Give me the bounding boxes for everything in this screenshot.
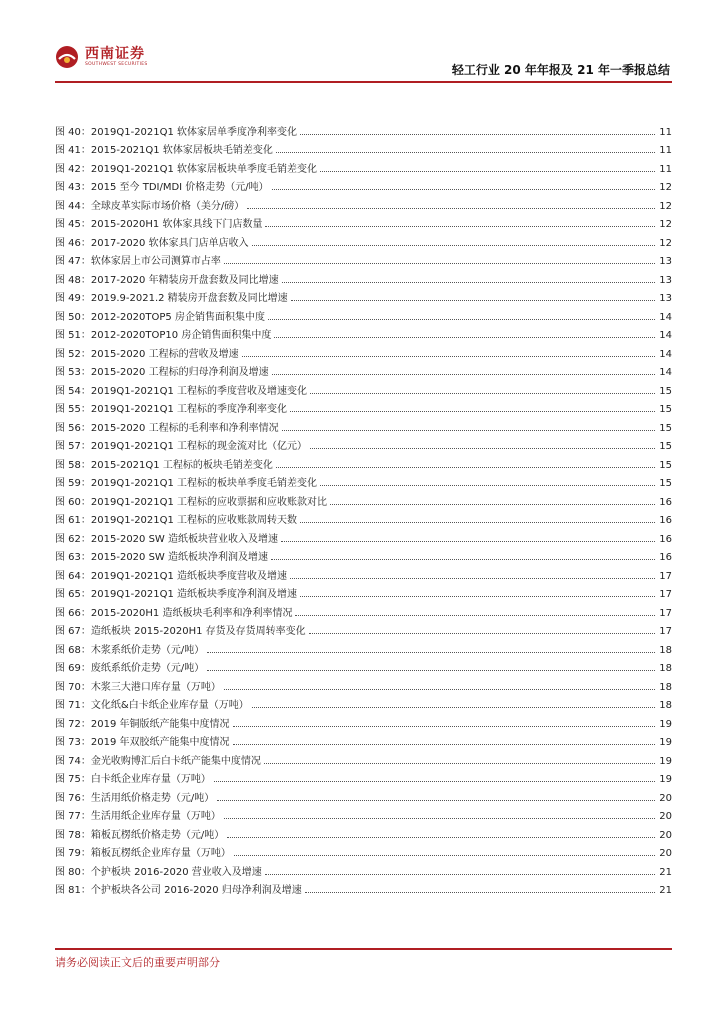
toc-leader-dots — [233, 726, 655, 727]
toc-leader-dots — [272, 189, 655, 190]
toc-entry-label: 图 46：2017-2020 软体家具门店单店收入 — [55, 237, 249, 249]
toc-entry[interactable] — [55, 563, 672, 582]
toc-entry-label: 图 52：2015-2020 工程标的营收及增速 — [55, 348, 239, 360]
toc-entry[interactable] — [55, 730, 672, 749]
toc-entry-label: 图 72：2019 年铜版纸产能集中度情况 — [55, 718, 230, 730]
toc-entry-page-number: 17 — [659, 570, 672, 582]
toc-entry[interactable] — [55, 119, 672, 138]
toc-entry-page-number: 15 — [659, 422, 672, 434]
toc-entry[interactable] — [55, 693, 672, 712]
toc-entry-page-number: 20 — [659, 848, 672, 859]
toc-entry-page-number: 13 — [659, 293, 672, 304]
toc-entry-label: 图 54：2019Q1-2021Q1 工程标的季度营收及增速变化 — [55, 385, 308, 397]
toc-entry-page-number: 19 — [659, 737, 672, 748]
toc-entry[interactable] — [55, 360, 672, 379]
toc-entry-page-number: 14 — [659, 367, 672, 378]
toc-leader-dots — [265, 226, 655, 227]
toc-entry-label: 图 73：2019 年双胶纸产能集中度情况 — [55, 737, 230, 748]
toc-leader-dots — [320, 171, 655, 172]
toc-entry[interactable] — [55, 267, 672, 286]
toc-entry-page-number: 18 — [659, 681, 672, 693]
toc-entry[interactable] — [55, 619, 672, 638]
toc-entry[interactable] — [55, 434, 672, 453]
toc-entry-label: 图 62：2015-2020 SW 造纸板块营业收入及增速 — [55, 533, 279, 545]
toc-leader-dots — [274, 337, 655, 338]
toc-entry-page-number: 20 — [659, 811, 672, 822]
toc-entry-label: 图 68：木浆系纸价走势（元/吨） — [55, 644, 205, 656]
toc-leader-dots — [224, 689, 655, 690]
toc-entry[interactable] — [55, 711, 672, 730]
toc-leader-dots — [252, 707, 655, 708]
toc-entry-page-number: 21 — [659, 866, 672, 878]
southwest-securities-logo-icon — [55, 45, 79, 69]
toc-entry-page-number: 15 — [659, 441, 672, 452]
toc-leader-dots — [320, 485, 655, 486]
toc-entry-label: 图 40：2019Q1-2021Q1 软体家居单季度净利率变化 — [55, 126, 298, 138]
toc-entry[interactable] — [55, 471, 672, 490]
toc-entry-page-number: 16 — [659, 496, 672, 508]
header-divider — [55, 81, 672, 83]
toc-entry-page-number: 17 — [659, 607, 672, 619]
toc-entry-label: 图 43：2015 至今 TDI/MDI 价格走势（元/吨） — [55, 182, 269, 193]
toc-entry[interactable] — [55, 600, 672, 619]
toc-entry-label: 图 41：2015-2021Q1 软体家居板块毛销差变化 — [55, 145, 273, 156]
toc-entry-page-number: 19 — [659, 718, 672, 730]
toc-leader-dots — [217, 800, 655, 801]
toc-entry-label: 图 76：生活用纸价格走势（元/吨） — [55, 792, 215, 804]
toc-entry-page-number: 15 — [659, 478, 672, 489]
toc-entry[interactable] — [55, 545, 672, 564]
toc-leader-dots — [300, 134, 655, 135]
toc-entry[interactable] — [55, 378, 672, 397]
toc-entry-page-number: 20 — [659, 829, 672, 841]
toc-leader-dots — [276, 152, 655, 153]
toc-entry-page-number: 11 — [659, 145, 672, 156]
toc-entry-page-number: 11 — [659, 126, 672, 138]
toc-leader-dots — [234, 855, 655, 856]
toc-entry[interactable] — [55, 822, 672, 841]
toc-leader-dots — [290, 578, 655, 579]
toc-entry-page-number: 18 — [659, 700, 672, 711]
toc-leader-dots — [268, 319, 655, 320]
logo-chinese-name: 西南证券 — [85, 45, 145, 62]
toc-entry-page-number: 14 — [659, 330, 672, 341]
toc-entry[interactable] — [55, 323, 672, 342]
toc-leader-dots — [224, 263, 655, 264]
toc-entry-label: 图 69：废纸系纸价走势（元/吨） — [55, 663, 205, 674]
toc-entry-page-number: 15 — [659, 459, 672, 471]
toc-leader-dots — [310, 448, 655, 449]
toc-entry-page-number: 16 — [659, 552, 672, 563]
toc-leader-dots — [290, 411, 655, 412]
figure-list — [55, 119, 672, 896]
toc-leader-dots — [247, 208, 655, 209]
toc-entry-label: 图 56：2015-2020 工程标的毛利率和净利率情况 — [55, 422, 279, 434]
toc-leader-dots — [282, 430, 655, 431]
toc-entry[interactable] — [55, 341, 672, 360]
toc-entry-page-number: 16 — [659, 533, 672, 545]
toc-leader-dots — [291, 300, 655, 301]
toc-entry[interactable] — [55, 286, 672, 305]
toc-entry[interactable] — [55, 656, 672, 675]
toc-entry[interactable] — [55, 859, 672, 878]
toc-entry[interactable] — [55, 230, 672, 249]
toc-leader-dots — [252, 245, 655, 246]
toc-entry-page-number: 12 — [659, 200, 672, 212]
toc-entry-label: 图 63：2015-2020 SW 造纸板块净利润及增速 — [55, 552, 269, 563]
toc-entry-label: 图 64：2019Q1-2021Q1 造纸板块季度营收及增速 — [55, 570, 288, 582]
logo-english-name: SOUTHWEST SECURITIES — [85, 61, 148, 67]
toc-entry[interactable] — [55, 878, 672, 897]
toc-entry-label: 图 49：2019.9-2021.2 精装房开盘套数及同比增速 — [55, 293, 288, 304]
toc-entry-label: 图 79：箱板瓦楞纸企业库存量（万吨） — [55, 848, 231, 859]
toc-leader-dots — [309, 633, 655, 634]
toc-entry[interactable] — [55, 841, 672, 860]
toc-entry[interactable] — [55, 212, 672, 231]
toc-entry[interactable] — [55, 138, 672, 157]
toc-leader-dots — [207, 670, 655, 671]
footer-divider — [55, 948, 672, 950]
toc-entry-label: 图 60：2019Q1-2021Q1 工程标的应收票据和应收账款对比 — [55, 496, 328, 508]
toc-entry-page-number: 15 — [659, 404, 672, 415]
toc-entry[interactable] — [55, 748, 672, 767]
toc-entry-label: 图 77：生活用纸企业库存量（万吨） — [55, 811, 221, 822]
toc-entry[interactable] — [55, 674, 672, 693]
toc-leader-dots — [300, 596, 655, 597]
toc-entry-page-number: 16 — [659, 515, 672, 526]
toc-leader-dots — [207, 652, 655, 653]
toc-entry-page-number: 19 — [659, 755, 672, 767]
toc-entry-label: 图 45：2015-2020H1 软体家具线下门店数量 — [55, 219, 263, 230]
toc-leader-dots — [295, 615, 655, 616]
toc-entry-label: 图 66：2015-2020H1 造纸板块毛利率和净利率情况 — [55, 607, 293, 619]
company-logo — [55, 45, 148, 69]
toc-leader-dots — [330, 504, 655, 505]
toc-entry[interactable] — [55, 156, 672, 175]
toc-entry-label: 图 47：软体家居上市公司测算市占率 — [55, 256, 221, 267]
toc-leader-dots — [233, 744, 655, 745]
toc-entry[interactable] — [55, 452, 672, 471]
toc-entry-page-number: 19 — [659, 774, 672, 785]
toc-leader-dots — [282, 282, 655, 283]
toc-entry-label: 图 65：2019Q1-2021Q1 造纸板块季度净利润及增速 — [55, 589, 298, 600]
toc-entry-label: 图 80：个护板块 2016-2020 营业收入及增速 — [55, 866, 262, 878]
toc-leader-dots — [271, 559, 655, 560]
toc-entry[interactable] — [55, 397, 672, 416]
toc-entry-page-number: 12 — [659, 182, 672, 193]
toc-entry-label: 图 78：箱板瓦楞纸价格走势（元/吨） — [55, 829, 225, 841]
toc-entry-page-number: 18 — [659, 663, 672, 674]
toc-leader-dots — [276, 467, 655, 468]
toc-entry[interactable] — [55, 508, 672, 527]
toc-entry[interactable] — [55, 785, 672, 804]
toc-entry-label: 图 44：全球皮革实际市场价格（美分/磅） — [55, 200, 245, 212]
toc-entry-label: 图 75：白卡纸企业库存量（万吨） — [55, 774, 211, 785]
toc-entry[interactable] — [55, 175, 672, 194]
toc-entry-page-number: 13 — [659, 274, 672, 286]
toc-entry-page-number: 21 — [659, 885, 672, 896]
toc-entry[interactable] — [55, 637, 672, 656]
toc-entry-page-number: 14 — [659, 311, 672, 323]
toc-entry-label: 图 48：2017-2020 年精装房开盘套数及同比增速 — [55, 274, 279, 286]
toc-entry-page-number: 17 — [659, 626, 672, 637]
toc-entry-label: 图 42：2019Q1-2021Q1 软体家居板块单季度毛销差变化 — [55, 163, 318, 175]
toc-entry[interactable] — [55, 582, 672, 601]
toc-leader-dots — [224, 818, 655, 819]
toc-entry-label: 图 50：2012-2020TOP5 房企销售面积集中度 — [55, 311, 265, 323]
toc-entry-label: 图 59：2019Q1-2021Q1 工程标的板块单季度毛销差变化 — [55, 478, 318, 489]
toc-entry-label: 图 53：2015-2020 工程标的归母净利润及增速 — [55, 367, 269, 378]
toc-leader-dots — [265, 874, 655, 875]
toc-leader-dots — [300, 522, 655, 523]
toc-entry-label: 图 57：2019Q1-2021Q1 工程标的现金流对比（亿元） — [55, 441, 308, 452]
toc-entry-label: 图 67：造纸板块 2015-2020H1 存货及存货周转率变化 — [55, 626, 306, 637]
toc-entry-label: 图 61：2019Q1-2021Q1 工程标的应收账款周转天数 — [55, 515, 298, 526]
toc-leader-dots — [214, 781, 655, 782]
toc-leader-dots — [310, 393, 655, 394]
toc-entry-label: 图 55：2019Q1-2021Q1 工程标的季度净利率变化 — [55, 404, 288, 415]
toc-entry-page-number: 20 — [659, 792, 672, 804]
toc-leader-dots — [227, 837, 655, 838]
disclaimer-note: 请务必阅读正文后的重要声明部分 — [55, 956, 220, 969]
toc-entry[interactable] — [55, 804, 672, 823]
toc-entry-page-number: 13 — [659, 256, 672, 267]
toc-entry-label: 图 74：金光收购博汇后白卡纸产能集中度情况 — [55, 755, 261, 767]
toc-entry-label: 图 51：2012-2020TOP10 房企销售面积集中度 — [55, 330, 272, 341]
toc-leader-dots — [242, 356, 655, 357]
toc-entry-page-number: 12 — [659, 219, 672, 230]
toc-entry[interactable] — [55, 193, 672, 212]
toc-entry-label: 图 71：文化纸&白卡纸企业库存量（万吨） — [55, 700, 249, 711]
toc-entry-label: 图 70：木浆三大港口库存量（万吨） — [55, 681, 221, 693]
toc-entry-page-number: 18 — [659, 644, 672, 656]
toc-entry-label: 图 58：2015-2021Q1 工程标的板块毛销差变化 — [55, 459, 273, 471]
toc-entry-page-number: 17 — [659, 589, 672, 600]
toc-entry[interactable] — [55, 249, 672, 268]
page-header — [0, 0, 724, 90]
toc-entry[interactable] — [55, 767, 672, 786]
toc-leader-dots — [281, 541, 655, 542]
report-title: 轻工行业 20 年年报及 21 年一季报总结 — [451, 63, 670, 77]
toc-entry-page-number: 15 — [659, 385, 672, 397]
toc-leader-dots — [272, 374, 655, 375]
toc-entry-label: 图 81：个护板块各公司 2016-2020 归母净利润及增速 — [55, 885, 302, 896]
toc-entry[interactable] — [55, 415, 672, 434]
toc-entry[interactable] — [55, 526, 672, 545]
toc-entry-page-number: 12 — [659, 237, 672, 249]
toc-leader-dots — [305, 892, 655, 893]
toc-entry-page-number: 11 — [659, 163, 672, 175]
toc-entry[interactable] — [55, 304, 672, 323]
toc-entry-page-number: 14 — [659, 348, 672, 360]
toc-entry[interactable] — [55, 489, 672, 508]
toc-leader-dots — [264, 763, 655, 764]
